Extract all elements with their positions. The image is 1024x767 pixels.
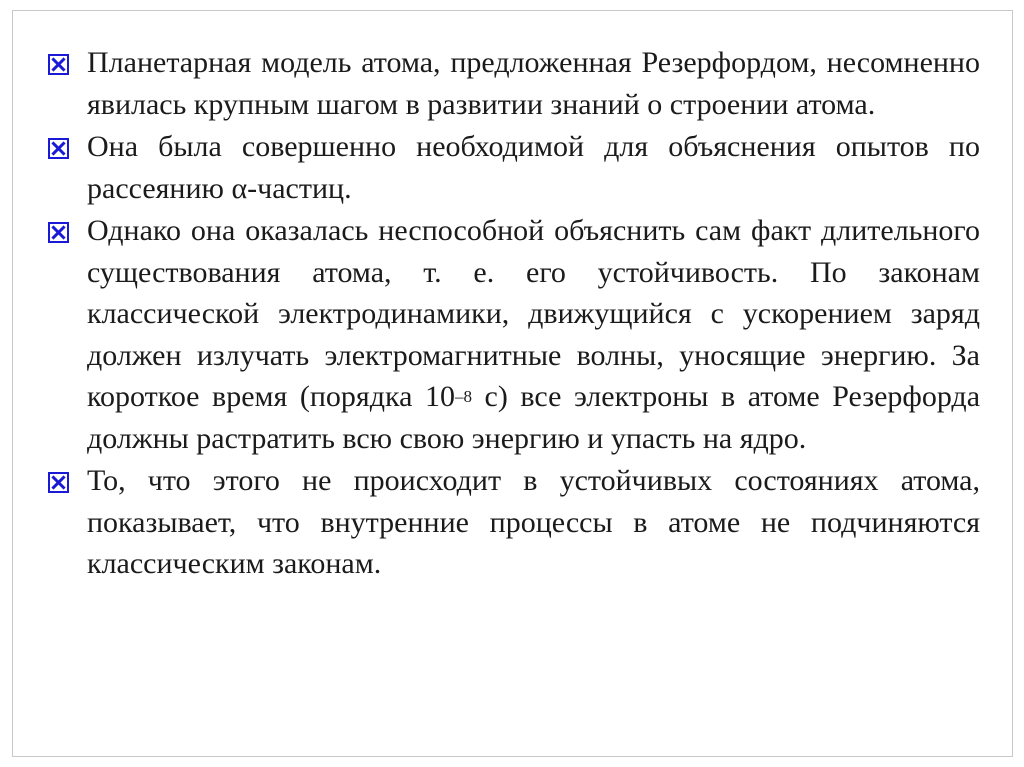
checkbox-cross-icon <box>48 222 69 243</box>
exponent: –8 <box>454 387 472 406</box>
list-item <box>48 460 980 585</box>
list-item <box>48 126 980 209</box>
list-item-text: То, что этого не происходит в устойчивых состояниях атома, показывает, что внутренние процессы в атоме не подчиняются классическим законам. <box>87 464 980 580</box>
list-item-text-before: Однако она оказалась неспособной объяснить сам факт длительного существования атома, т. е. его устойчивость. По законам классической электродинамики, движущийся с ускорением заряд должен излучать электромагнитные волны, уносящие энергию. За короткое время (порядка 10 <box>87 214 980 413</box>
list-item <box>48 210 980 459</box>
bullet-list <box>48 42 980 586</box>
checkbox-cross-icon <box>48 472 69 493</box>
checkbox-cross-icon <box>48 138 69 159</box>
list-item-text: Планетарная модель атома, предложенная Резерфордом, несомненно явилась крупным шагом в развитии знаний о строении атома. <box>87 46 980 121</box>
list-item-text-after: с) все электроны в атоме Резерфорда должны растратить всю свою энергию и упасть на ядро. <box>87 380 981 455</box>
checkbox-cross-icon <box>48 54 69 75</box>
list-item <box>48 42 980 125</box>
list-item-text: Она была совершенно необходимой для объяснения опытов по рассеянию α-частиц. <box>87 130 980 205</box>
